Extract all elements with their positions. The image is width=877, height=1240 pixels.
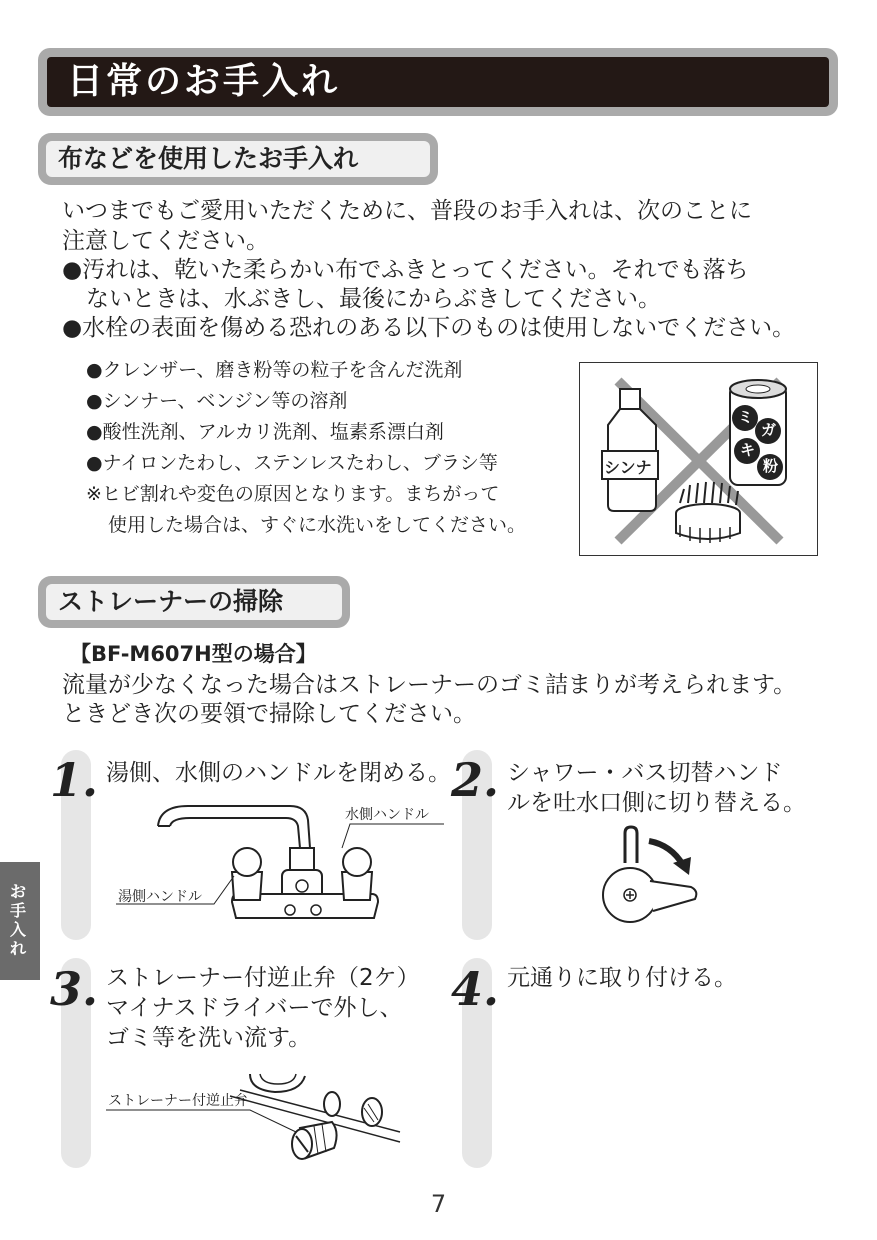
can-label-char: ガ <box>761 421 777 439</box>
bottle-label: シンナ <box>604 458 652 477</box>
list-item: ●酸性洗剤、アルカリ洗剤、塩素系漂白剤 <box>86 421 444 443</box>
caution-note-line1: ※ヒビ割れや変色の原因となります。まちがって <box>86 483 500 505</box>
water-handle-leader <box>342 824 444 848</box>
section-strainer-title: ストレーナーの掃除 <box>58 587 284 616</box>
cloth-intro-line2: 注意してください。 <box>62 228 269 254</box>
side-tab-label: お手入れ <box>10 882 27 958</box>
cloth-bullet1-line2: ないときは、水ぶきし、最後にからぶきしてください。 <box>86 286 661 312</box>
brush-icon <box>676 482 740 543</box>
strainer-intro-line2: ときどき次の要領で掃除してください。 <box>62 701 476 727</box>
section-cloth-header <box>38 133 438 185</box>
list-item: ●シンナー、ベンジン等の溶剤 <box>86 390 348 412</box>
step-number-3: 3. <box>50 962 99 1016</box>
side-tab-care <box>0 862 40 980</box>
section-cloth-header-inner <box>46 141 430 177</box>
list-item: ●クレンザー、磨き粉等の粒子を含んだ洗剤 <box>86 359 463 381</box>
main-header-inner <box>47 57 829 107</box>
can-label-char: ミ <box>738 408 754 426</box>
main-header <box>38 48 838 116</box>
strainer-valve-icon <box>292 1122 337 1159</box>
page-title: 日常のお手入れ <box>67 61 341 102</box>
strainer-intro-line1: 流量が少なくなった場合はストレーナーのゴミ詰まりが考えられます。 <box>62 672 797 698</box>
water-handle-label: 水側ハンドル <box>345 807 429 823</box>
can-label-char: 粉 <box>763 457 779 475</box>
cloth-bullet2: ●水栓の表面を傷める恐れのある以下のものは使用しないでください。 <box>62 315 796 341</box>
strainer-illustration <box>100 1070 420 1170</box>
step-number-1: 1. <box>50 753 99 807</box>
list-item: ●ナイロンたわし、ステンレスたわし、ブラシ等 <box>86 452 498 474</box>
section-strainer-header-inner <box>46 584 342 620</box>
hot-handle-label: 湯側ハンドル <box>118 889 202 905</box>
section-strainer-header <box>38 576 350 628</box>
caution-note-line2: 使用した場合は、すぐに水洗いをしてください。 <box>108 514 527 536</box>
model-label: 【BF-M607H型の場合】 <box>70 642 317 666</box>
step-3-text-line1: ストレーナー付逆止弁（2ケ） <box>106 965 420 991</box>
section-cloth-title: 布などを使用したお手入れ <box>58 144 359 173</box>
prohibited-items-illustration <box>579 362 818 556</box>
step-2-text-line1: シャワー・バス切替ハンド <box>507 760 783 786</box>
step-2-text-line2: ルを吐水口側に切り替える。 <box>507 790 806 816</box>
step-number-4: 4. <box>451 962 500 1016</box>
step-1-text: 湯側、水側のハンドルを閉める。 <box>106 760 451 786</box>
step-4-text: 元通りに取り付ける。 <box>507 965 737 991</box>
can-label-char: キ <box>740 441 756 459</box>
step-number-2: 2. <box>451 753 500 807</box>
rotate-arrow-icon <box>649 841 691 875</box>
cloth-intro-line1: いつまでもご愛用いただくために、普段のお手入れは、次のことに <box>62 198 752 224</box>
strainer-leader <box>106 1110 296 1132</box>
step-3-text-line2: マイナスドライバーで外し、 <box>106 995 403 1021</box>
page-number: 7 <box>430 1190 447 1218</box>
switch-lever-illustration <box>595 825 715 935</box>
step-3-text-line3: ゴミ等を洗い流す。 <box>106 1025 312 1051</box>
strainer-label: ストレーナー付逆止弁 <box>108 1093 248 1109</box>
cloth-bullet1-line1: ●汚れは、乾いた柔らかい布でふきとってください。それでも落ち <box>62 257 749 283</box>
